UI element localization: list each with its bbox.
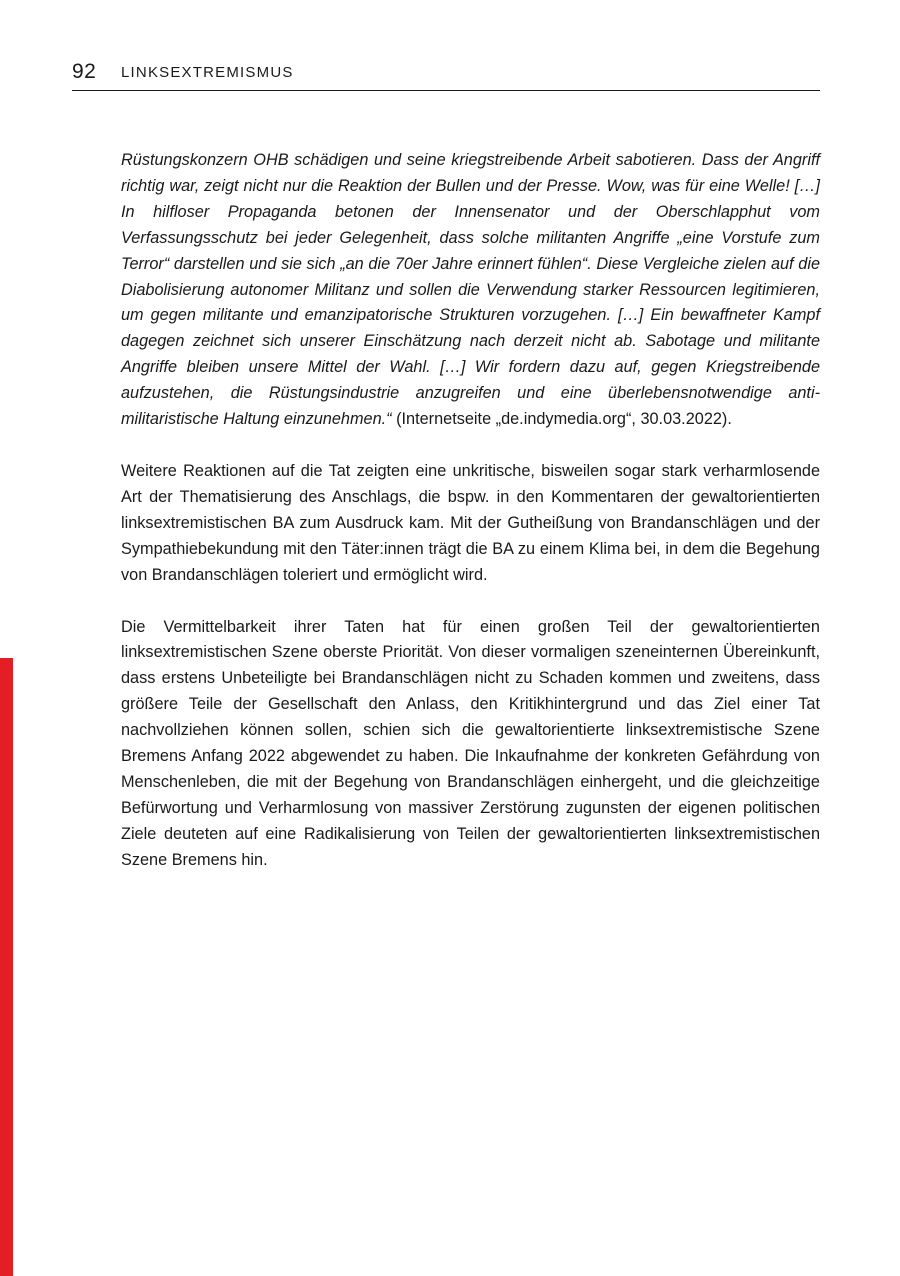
page-header: [72, 58, 820, 91]
paragraph-radicalization: Die Vermittelbarkeit ihrer Taten hat für einen großen Teil der gewaltorientierten linksextremistischen Szene oberste Priorität. Von dieser vormaligen szeneinternen Übereinkunft, dass erstens Unbeteiligte bei Brandanschlägen nicht zu Schaden kommen und zweitens, dass größere Teile der Gesellschaft den Anlass, den Kritikhintergrund und das Ziel einer Tat nachvollziehen können sollen, schien sich die gewaltorientierte linksextremistische Szene Bremens Anfang 2022 abgewendet zu haben. Die Inkaufnahme der konkreten Gefährdung von Menschenleben, die mit der Begehung von Brandanschlägen einhergeht, und die gleichzeitige Befürwortung und Verharmlosung von massiver Zerstörung zugunsten der eigenen politischen Ziele deuteten auf eine Radikalisierung von Teilen der gewaltorientierten linksextremistischen Szene Bremens hin.: [121, 617, 820, 869]
chapter-marker-bar: [0, 658, 13, 1276]
quote-source: (Internetseite „de.indymedia.org“, 30.03.2022).: [391, 410, 732, 429]
main-text: [121, 148, 820, 900]
page-number: 92: [72, 60, 97, 83]
paragraph-reactions: Weitere Reaktionen auf die Tat zeigten eine unkritische, bisweilen sogar stark verharmlosende Art der Thematisierung des Anschlags, die bspw. in den Kommentaren der gewaltorientierten linksextremistischen BA zum Ausdruck kam. Mit der Gutheißung von Brandanschlägen und der Sympathiebekundung mit den Täter:innen trägt die BA zu einem Klima bei, in dem die Begehung von Brandanschlägen toleriert und ermöglicht wird.: [121, 461, 820, 584]
quote-paragraph: [121, 148, 820, 433]
quote-text: Rüstungskonzern OHB schädigen und seine kriegstreibende Arbeit sabotieren. Dass der Angriff richtig war, zeigt nicht nur die Reaktion der Bullen und der Presse. Wow, was für eine Welle! […] In hilfloser Propaganda betonen der Innensenator und der Oberschlapphut vom Verfassungsschutz bei jeder Gelegenheit, dass solche militanten Angriffe „eine Vorstufe zum Terror“ darstellen und sie sich „an die 70er Jahre erinnert fühlen“. Diese Vergleiche zielen auf die Diabolisierung autonomer Militanz und sollen die Verwendung starker Ressourcen legitimieren, um gegen militante und emanzipatorische Strukturen vorzugehen. […] Ein bewaffneter Kampf dagegen zeichnet sich unserer Einschätzung nach derzeit nicht ab. Sabotage und militante Angriffe bleiben unsere Mittel der Wahl. […] Wir fordern dazu auf, gegen Kriegstreibende aufzustehen, die Rüstungsindustrie anzugreifen und eine überlebensnotwendige antimilitaristische Haltung einzunehmen.“: [121, 151, 820, 429]
running-title: LINKSEXTREMISMUS: [121, 64, 294, 81]
